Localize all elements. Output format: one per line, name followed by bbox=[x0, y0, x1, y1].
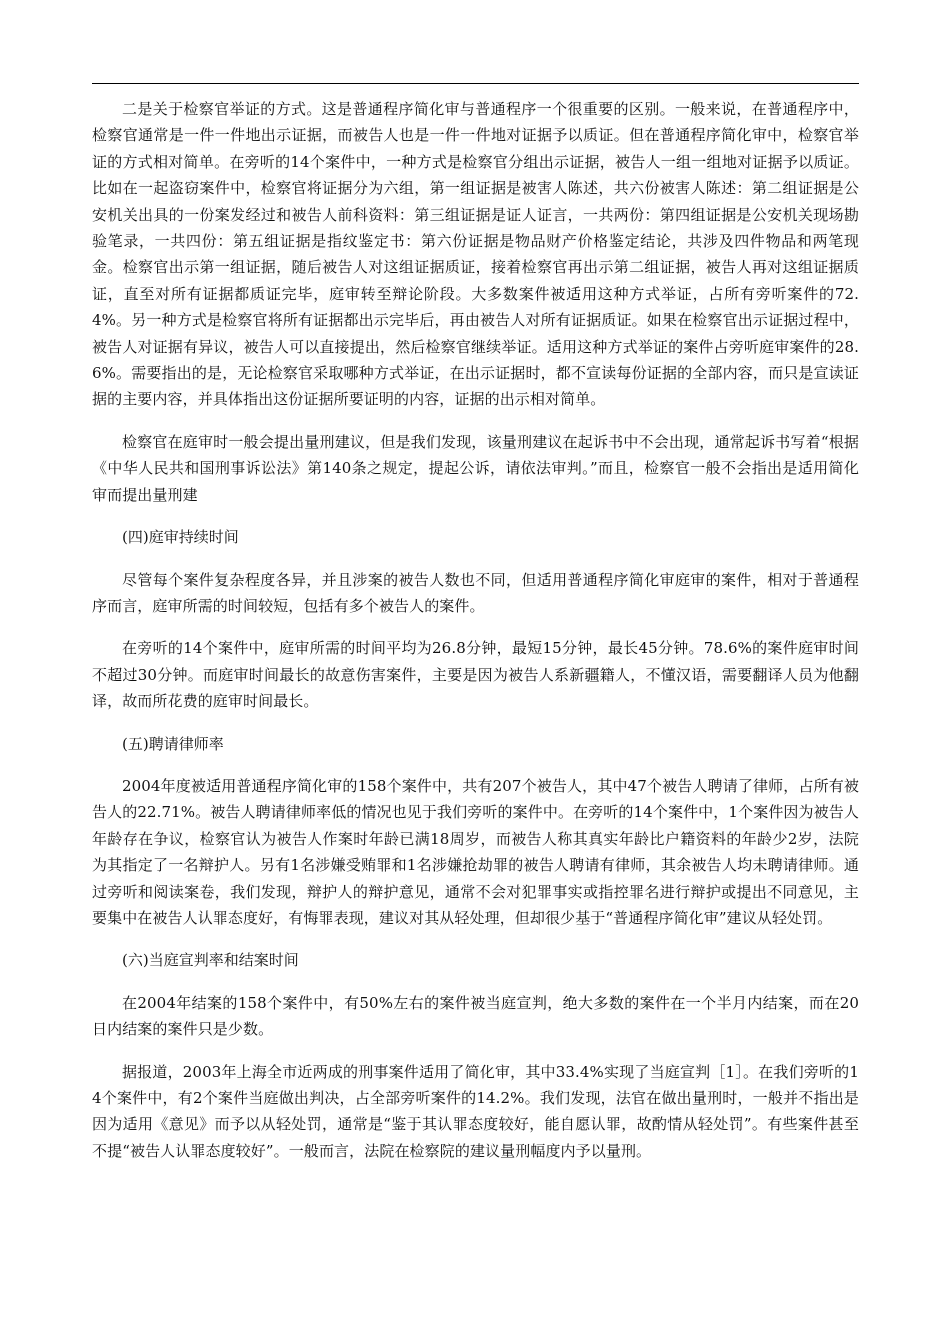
paragraph-trial-duration-intro: 尽管每个案件复杂程度各异，并且涉案的被告人数也不同，但适用普通程序简化审庭审的案件，相对于普通程序而言，庭审所需的时间较短，包括有多个被告人的案件。 bbox=[92, 570, 859, 615]
header-rule bbox=[92, 83, 859, 84]
paragraph-sentencing-suggestion: 检察官在庭审时一般会提出量刑建议，但是我们发现，该量刑建议在起诉书中不会出现，通常起诉书写着“根据《中华人民共和国刑事诉讼法》第140条之规定，提起公诉，请依法审判。”而且，检察官一般不会指出是适用简化审而提出量刑建 bbox=[92, 432, 859, 504]
document-body bbox=[92, 96, 859, 1180]
paragraph-prosecutor-evidence-method: 二是关于检察官举证的方式。这是普通程序简化审与普通程序一个很重要的区别。一般来说，在普通程序中，检察官通常是一件一件地出示证据，而被告人也是一件一件地对证据予以质证。但在普通程序简化审中，检察官举证的方式相对简单。在旁听的14个案件中，一种方式是检察官分组出示证据，被告人一组一组地对证据予以质证。比如在一起盗窃案件中，检察官将证据分为六组，第一组证据是被害人陈述，共六份被害人陈述：第二组证据是公安机关出具的一份案发经过和被告人前科资料：第三组证据是证人证言，一共两份：第四组证据是公安机关现场勘验笔录，一共四份：第五组证据是指纹鉴定书：第六份证据是物品财产价格鉴定结论，共涉及四件物品和两笔现金。检察官出示第一组证据，随后被告人对这组证据质证，接着检察官再出示第二组证据，被告人再对这组证据质证，直至对所有证据都质证完毕，庭审转至辩论阶段。大多数案件被适用这种方式举证，占所有旁听案件的72.4%。另一种方式是检察官将所有证据都出示完毕后，再由被告人对所有证据质证。如果在检察官出示证据过程中，被告人对证据有异议，被告人可以直接提出，然后检察官继续举证。适用这种方式举证的案件占旁听庭审案件的28.6%。需要指出的是，无论检察官采取哪种方式举证，在出示证据时，都不宣读每份证据的全部内容，而只是宣读证据的主要内容，并具体指出这份证据所要证明的内容，证据的出示相对简单。 bbox=[92, 100, 859, 409]
paragraph-verdict-rate-2004: 在2004年结案的158个案件中，有50%左右的案件被当庭宣判，绝大多数的案件在一个半月内结案，而在20日内结案的案件只是少数。 bbox=[92, 993, 859, 1039]
section-heading-trial-duration: (四)庭审持续时间 bbox=[122, 528, 239, 547]
paragraph-verdict-rate-report: 据报道，2003年上海全市近两成的刑事案件适用了简化审，其中33.4%实现了当庭宣判［1］。在我们旁听的14个案件中，有2个案件当庭做出判决，占全部旁听案件的14.2%。我们发现，法官在做出量刑时，一般并不指出是因为适用《意见》而予以从轻处罚，通常是“鉴于其认罪态度较好，能自愿认罪，故酌情从轻处罚”。有些案件甚至不提“被告人认罪态度较好”。一般而言，法院在检察院的建议量刑幅度内予以量刑。 bbox=[92, 1062, 859, 1160]
section-heading-lawyer-rate: (五)聘请律师率 bbox=[122, 734, 224, 753]
paragraph-trial-duration-stats: 在旁听的14个案件中，庭审所需的时间平均为26.8分钟，最短15分钟，最长45分钟。78.6%的案件庭审时间不超过30分钟。而庭审时间最长的故意伤害案件，主要是因为被告人系新疆籍人，不懂汉语，需要翻译人员为他翻译，故而所花费的庭审时间最长。 bbox=[92, 639, 859, 711]
paragraph-lawyer-rate: 2004年度被适用普通程序简化审的158个案件中，共有207个被告人，其中47个被告人聘请了律师，占所有被告人的22.71%。被告人聘请律师率低的情况也见于我们旁听的案件中。在旁听的14个案件中，1个案件因为被告人年龄存在争议，检察官认为被告人作案时年龄已满18周岁，而被告人称其真实年龄比户籍资料的年龄少2岁，法院为其指定了一名辩护人。另有1名涉嫌受贿罪和1名涉嫌抢劫罪的被告人聘请有律师，其余被告人均未聘请律师。通过旁听和阅读案卷，我们发现，辩护人的辩护意见，通常不会对犯罪事实或指控罪名进行辩护或提出不同意见，主要集中在被告人认罪态度好，有悔罪表现，建议对其从轻处理，但却很少基于“普通程序简化审”建议从轻处罚。 bbox=[92, 776, 859, 927]
section-heading-verdict-rate: (六)当庭宣判率和结案时间 bbox=[122, 951, 299, 970]
